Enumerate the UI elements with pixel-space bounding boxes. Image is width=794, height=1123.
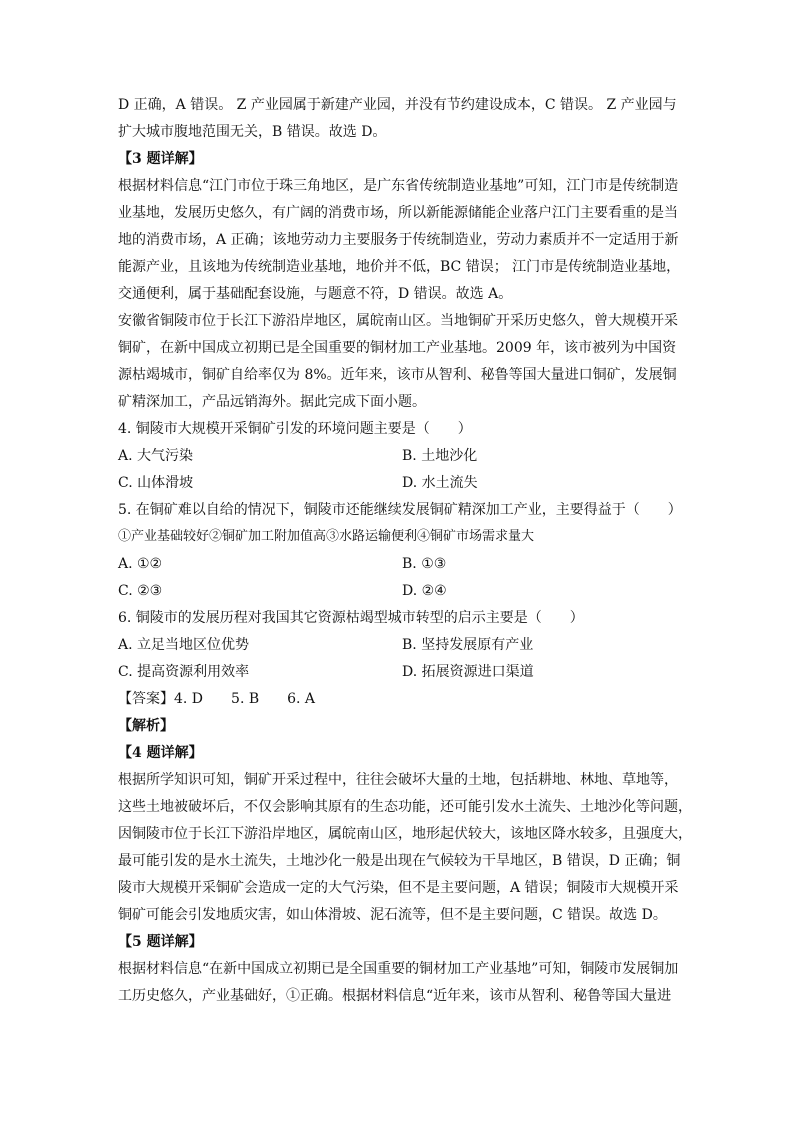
option-6b: B. 坚持发展原有产业 xyxy=(402,637,534,653)
section-heading: 【4 题详解】 xyxy=(118,745,203,761)
text-line: 根据材料信息“江门市位于珠三角地区，是广东省传统制造业基地”可知，江门市是传统制造 xyxy=(118,178,679,194)
question-5: 5. 在铜矿难以自给的情况下，铜陵市还能继续发展铜矿精深加工产业，主要得益于（ ） xyxy=(118,502,682,518)
text-line: 最可能引发的是水土流失，土地沙化一般是出现在气候较为干旱地区，B 错误，D 正确；铜 xyxy=(118,853,681,869)
option-6c: C. 提高资源利用效率 xyxy=(118,664,250,680)
question-6: 6. 铜陵市的发展历程对我国其它资源枯竭型城市转型的启示主要是（ ） xyxy=(118,610,584,626)
text-line: 地的消费市场，A 正确；该地劳动力主要服务于传统制造业，劳动力素质并不一定适用于新 xyxy=(118,232,679,248)
text-line: 根据所学知识可知，铜矿开采过程中，往往会破坏大量的土地，包括耕地、林地、草地等， xyxy=(118,772,678,788)
text-line: 安徽省铜陵市位于长江下游沿岸地区，属皖南山区。当地铜矿开采历史悠久，曾大规模开采 xyxy=(118,313,678,329)
text-line: 能源产业，且该地为传统制造业基地，地价并不低，BC 错误； 江门市是传统制造业基地， xyxy=(118,259,681,275)
text-line: 因铜陵市位于长江下游沿岸地区，属皖南山区，地形起伏较大，该地区降水较多，且强度大， xyxy=(118,826,692,842)
text-line: 工历史悠久，产业基础好，①正确。根据材料信息“近年来，该市从智利、秘鲁等国大量进 xyxy=(118,988,672,1004)
option-5d: D. ②④ xyxy=(402,583,447,599)
text-line: D 正确，A 错误。 Z 产业园属于新建产业园，并没有节约建设成本，C 错误。 Z 产业园与 xyxy=(118,97,677,113)
option-5a: A. ①② xyxy=(118,556,163,572)
text-line: 矿精深加工，产品远销海外。据此完成下面小题。 xyxy=(118,394,426,410)
section-heading: 【3 题详解】 xyxy=(118,151,203,167)
answer-line: 【答案】4. D 5. B 6. A xyxy=(118,691,316,707)
option-6d: D. 拓展资源进口渠道 xyxy=(402,664,534,680)
text-line: 铜矿，在新中国成立初期已是全国重要的铜材加工产业基地。2009 年，该市被列为中国资 xyxy=(118,340,677,356)
option-6a: A. 立足当地区位优势 xyxy=(118,637,250,653)
text-line: 交通便利，属于基础配套设施，与题意不符，D 错误。故选 A。 xyxy=(118,286,513,302)
option-5b: B. ①③ xyxy=(402,556,447,572)
option-4c: C. 山体滑坡 xyxy=(118,475,194,491)
text-line: 业基地，发展历史悠久，有广阔的消费市场，所以新能源储能企业落户江门主要看重的是当 xyxy=(118,205,678,221)
option-4a: A. 大气污染 xyxy=(118,448,194,464)
question-5-choices: ①产业基础较好②铜矿加工附加值高③水路运输便利④铜矿市场需求量大 xyxy=(118,529,535,544)
text-line: 这些土地被破坏后，不仅会影响其原有的生态功能，还可能引发水土流失、土地沙化等问题， xyxy=(118,799,692,815)
text-line: 陵市大规模开采铜矿会造成一定的大气污染，但不是主要问题，A 错误；铜陵市大规模开采 xyxy=(118,880,679,896)
option-4d: D. 水土流失 xyxy=(402,475,478,491)
text-line: 根据材料信息“在新中国成立初期已是全国重要的铜材加工产业基地”可知，铜陵市发展铜加 xyxy=(118,961,679,977)
option-5c: C. ②③ xyxy=(118,583,163,599)
text-line: 扩大城市腹地范围无关，B 错误。故选 D。 xyxy=(118,124,387,140)
analysis-heading: 【解析】 xyxy=(118,718,174,734)
text-line: 铜矿可能会引发地质灾害，如山体滑坡、泥石流等，但不是主要问题，C 错误。故选 D。 xyxy=(118,907,667,923)
section-heading: 【5 题详解】 xyxy=(118,934,203,950)
text-line: 源枯竭城市，铜矿自给率仅为 8%。近年来，该市从智利、秘鲁等国大量进口铜矿，发展铜 xyxy=(118,367,677,383)
question-4: 4. 铜陵市大规模开采铜矿引发的环境问题主要是（ ） xyxy=(118,421,472,437)
option-4b: B. 土地沙化 xyxy=(402,448,478,464)
